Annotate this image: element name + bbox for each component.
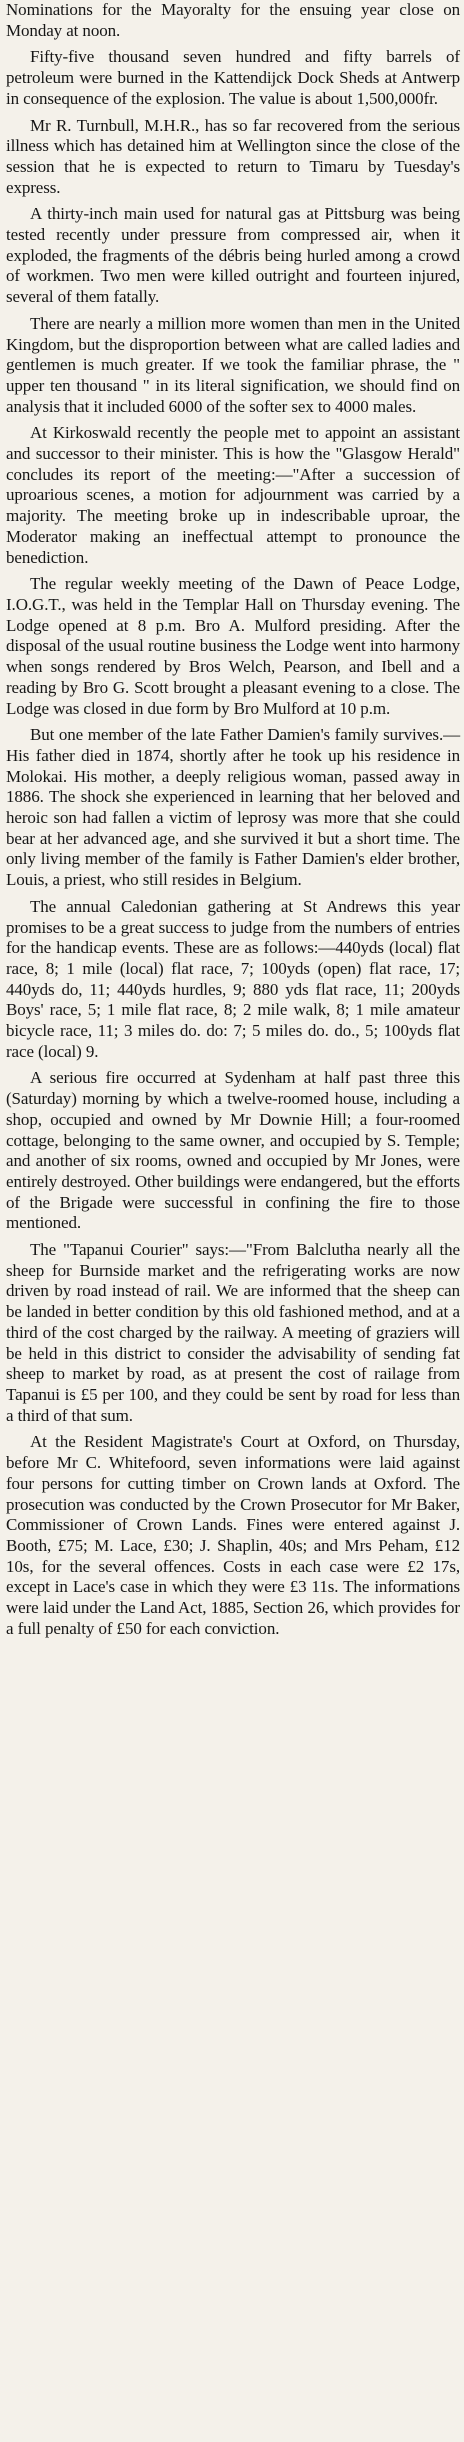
news-item-sydenham-fire: A serious fire occurred at Sydenham at half past three this (Saturday) morning by which a twelve-roomed house, including a shop, occupied and owned by Mr Downie Hill; a four-roomed cottage, belonging to the same owner, and occupied by S. Temple; and another of six rooms, owned and occupied by Mr Jones, were entirely destroyed. Other buildings were endangered, but the efforts of the Brigade were successful in confining the fire to those mentioned. [6,1068,460,1233]
news-item-women-population: There are nearly a million more women than men in the United Kingdom, but the disproportion between what are called ladies and gentlemen is much greater. If we took the familiar phrase, the " upper ten thousand " in its literal signification, we should find on analysis that it included 6000 of the softer sex to 4000 males. [6,313,460,416]
news-item-lodge-meeting: The regular weekly meeting of the Dawn of Peace Lodge, I.O.G.T., was held in the Templar Hall on Thursday evening. The Lodge opened at 8 p.m. Bro A. Mulford presiding. After the disposal of the usual routine business the Lodge went into harmony when songs rendered by Bros Welch, Pearson, and Ibell and a reading by Bro G. Scott brought a pleasant evening to a close. The Lodge was closed in due form by Bro Mulford at 10 p.m. [6,574,460,718]
news-item-turnbull: Mr R. Turnbull, M.H.R., has so far recovered from the serious illness which has detained him at Wellington since the close of the session that he is expected to return to Timaru by Tuesday's express. [6,115,460,197]
news-item-pittsburg-gas-main: A thirty-inch main used for natural gas at Pittsburg was being tested recently under pressure from compressed air, when it exploded, the fragments of the débris being hurled among a crowd of workmen. Two men were killed outright and fourteen injured, several of them fatally. [6,204,460,307]
news-item-tapanui-courier: The "Tapanui Courier" says:—"From Balclutha nearly all the sheep for Burnside market and the refrigerating works are now driven by road instead of rail. We are informed that the sheep can be landed in better condition by this old fashioned method, and at a third of the cost charged by the railway. A meeting of graziers will be held in this district to consider the advisability of sending fat sheep to market by road, as at present the cost of railage from Tapanui is £5 per 100, and they could be sent by road for less than a third of that sum. [6,1240,460,1425]
news-item-kirkoswald: At Kirkoswald recently the people met to appoint an assistant and successor to their minister. This is how the "Glasgow Herald" concludes its report of the meeting:—"After a succession of uproarious scenes, a motion for adjournment was carried by a majority. The meeting broke up in indescribable uproar, the Moderator making an ineffectual attempt to pronounce the benediction. [6,423,460,567]
news-item-petroleum-fire: Fifty-five thousand seven hundred and fifty barrels of petroleum were burned in the Kattendijck Dock Sheds at Antwerp in consequence of the explosion. The value is about 1,500,000fr. [6,47,460,108]
news-item-nominations: Nominations for the Mayoralty for the ensuing year close on Monday at noon. [6,0,460,40]
news-item-caledonian-gathering: The annual Caledonian gathering at St Andrews this year promises to be a great success to judge from the numbers of entries for the handicap events. These are as follows:—440yds (local) flat race, 8; 1 mile (local) flat race, 7; 100yds (open) flat race, 17; 440yds do, 11; 440yds hurdles, 9; 880 yds flat race, 11; 200yds Boys' race, 5; 1 mile flat race, 8; 2 mile walk, 8; 1 mile amateur bicycle race, 11; 3 miles do. do: 7; 5 miles do. do., 5; 100yds flat race (local) 9. [6,896,460,1061]
news-item-father-damien: But one member of the late Father Damien's family survives.—His father died in 1874, shortly after he took up his residence in Molokai. His mother, a deeply religious woman, passed away in 1886. The shock she experienced in learning that her beloved and heroic son had fallen a victim of leprosy was more that she could bear at her advanced age, and she survived it but a short time. The only living member of the family is Father Damien's elder brother, Louis, a priest, who still resides in Belgium. [6,725,460,890]
news-item-oxford-court: At the Resident Magistrate's Court at Oxford, on Thursday, before Mr C. Whitefoord, seven informations were laid against four persons for cutting timber on Crown lands at Oxford. The prosecution was conducted by the Crown Prosecutor for Mr Baker, Commissioner of Crown Lands. Fines were entered against J. Booth, £75; M. Lace, £30; J. Shaplin, 40s; and Mrs Peham, £12 10s, for the several offences. Costs in each case were £2 17s, except in Lace's case in which they were £3 11s. The informations were laid under the Land Act, 1885, Section 26, which provides for a full penalty of £50 for each conviction. [6,1432,460,1638]
